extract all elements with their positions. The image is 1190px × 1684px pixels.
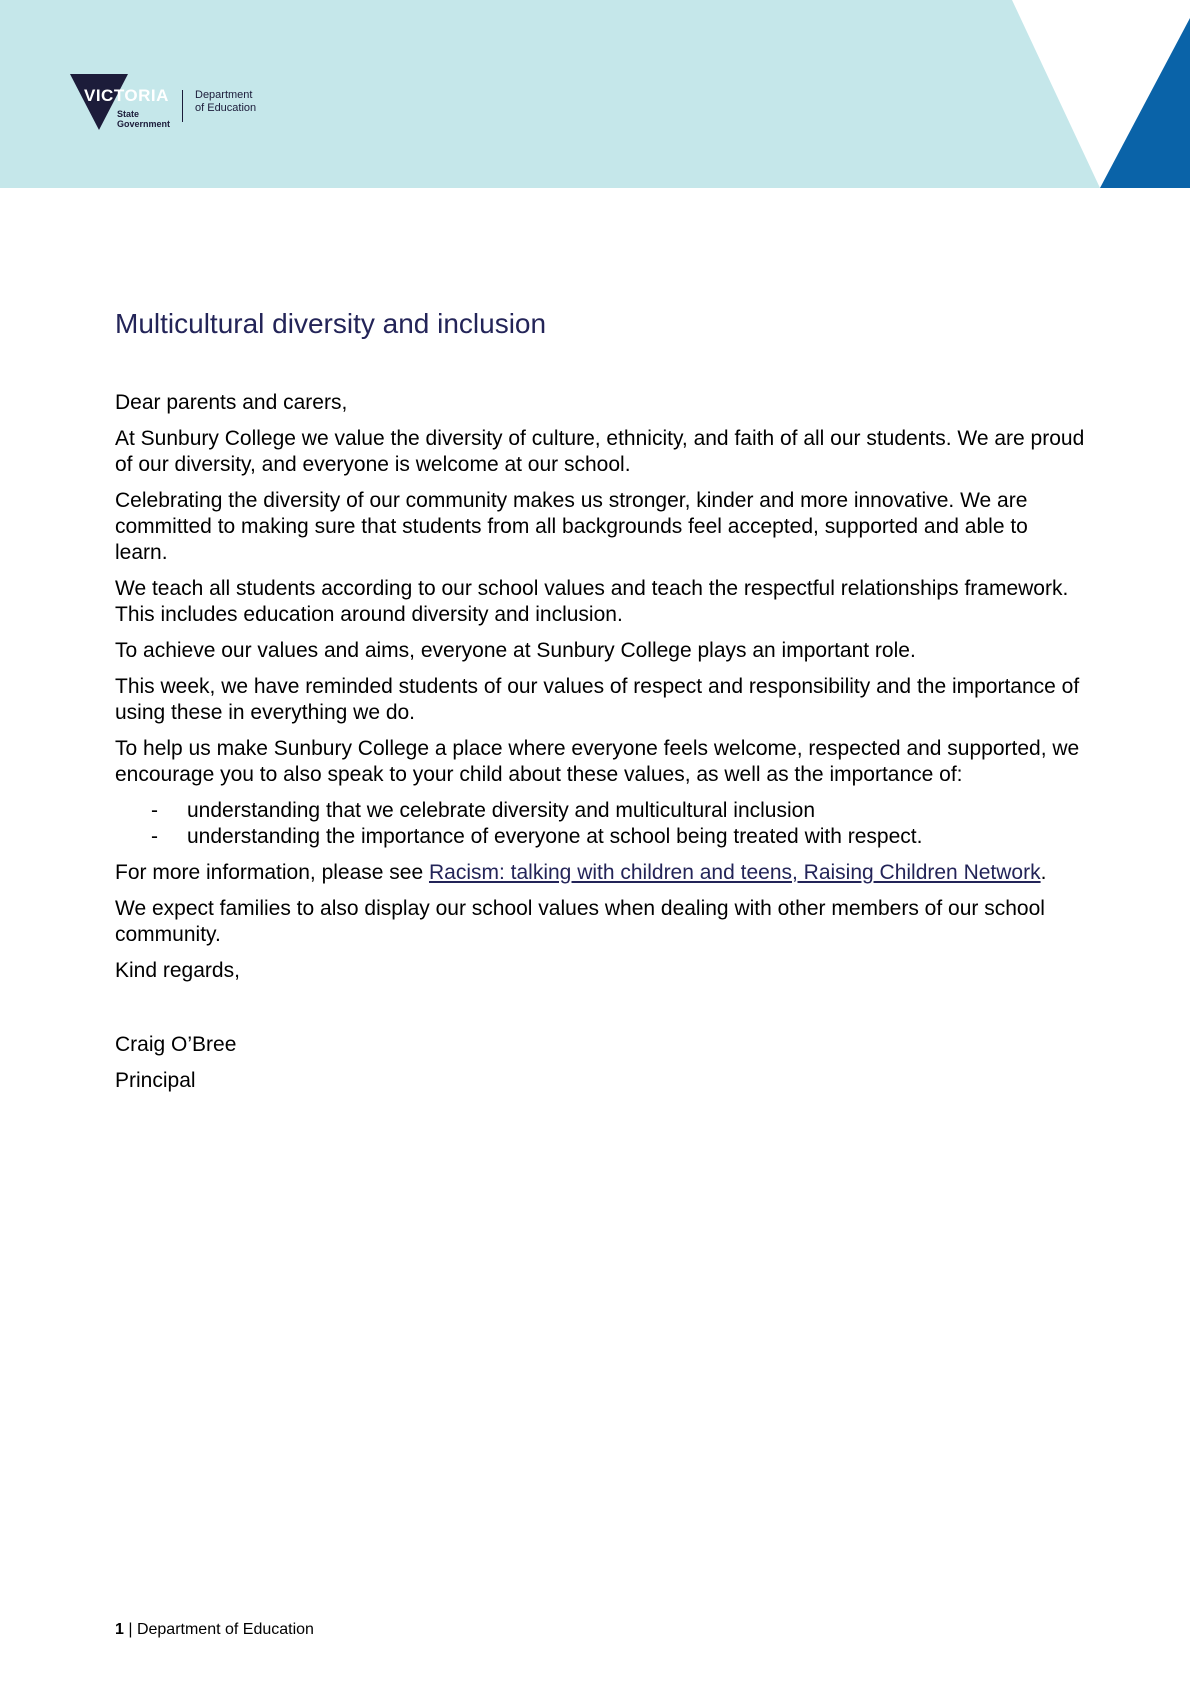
logo-government-text: Government [117,119,171,129]
list-item [115,798,1085,824]
victoria-government-logo [70,72,270,134]
bullet-dash: - [151,825,158,848]
families-paragraph: We expect families to also display our school values when dealing with other members of our school community. [115,897,1045,946]
list-item-text: understanding the importance of everyone at school being treated with respect. [187,825,923,848]
page-footer [115,1620,314,1640]
department-name [195,89,256,115]
list-item [115,824,1085,850]
salutation: Dear parents and carers, [115,391,348,414]
paragraph-3: We teach all students according to our school values and teach the respectful relationships framework. This includes education around diversity and inclusion. [115,577,1069,626]
more-info-paragraph [115,860,1085,886]
department-line-2: of Education [195,102,257,114]
logo-state-text: State [117,109,140,119]
paragraph-2: Celebrating the diversity of our community makes us stronger, kinder and more innovative. We are committed to making sure that students from all backgrounds feel accepted, supported and able to learn. [115,489,1028,564]
raising-children-link[interactable]: Racism: talking with children and teens, Raising Children Network [428,861,1041,884]
footer-text: Department of Education [136,1621,314,1638]
logo-divider [182,90,183,122]
values-list [115,798,1085,850]
page-title: Multicultural diversity and inclusion [115,308,547,339]
paragraph-4: To achieve our values and aims, everyone at Sunbury College plays an important role. [115,639,916,662]
letter-body [115,306,1085,1104]
signatory-title: Principal [115,1069,196,1092]
paragraph-1: At Sunbury College we value the diversity of culture, ethnicity, and faith of all our students. We are proud of our diversity, and everyone is welcome at our school. [115,427,1085,476]
bullet-dash: - [151,799,158,822]
footer-separator: | [123,1621,137,1638]
logo-wordmark: VICTORIA [84,86,169,105]
signature-space [115,994,1085,1032]
page-number: 1 [115,1621,124,1638]
paragraph-6: To help us make Sunbury College a place where everyone feels welcome, respected and supported, we encourage you to also speak to your child about these values, as well as the importance of: [115,737,1080,786]
paragraph-5: This week, we have reminded students of our values of respect and responsibility and the importance of using these in everything we do. [115,675,1080,724]
more-info-suffix: . [1040,861,1047,884]
more-info-prefix: For more information, please see [115,861,429,884]
closing: Kind regards, [115,959,240,982]
department-line-1: Department [195,89,253,101]
list-item-text: understanding that we celebrate diversity and multicultural inclusion [187,799,816,822]
signatory-name: Craig O’Bree [115,1033,237,1056]
